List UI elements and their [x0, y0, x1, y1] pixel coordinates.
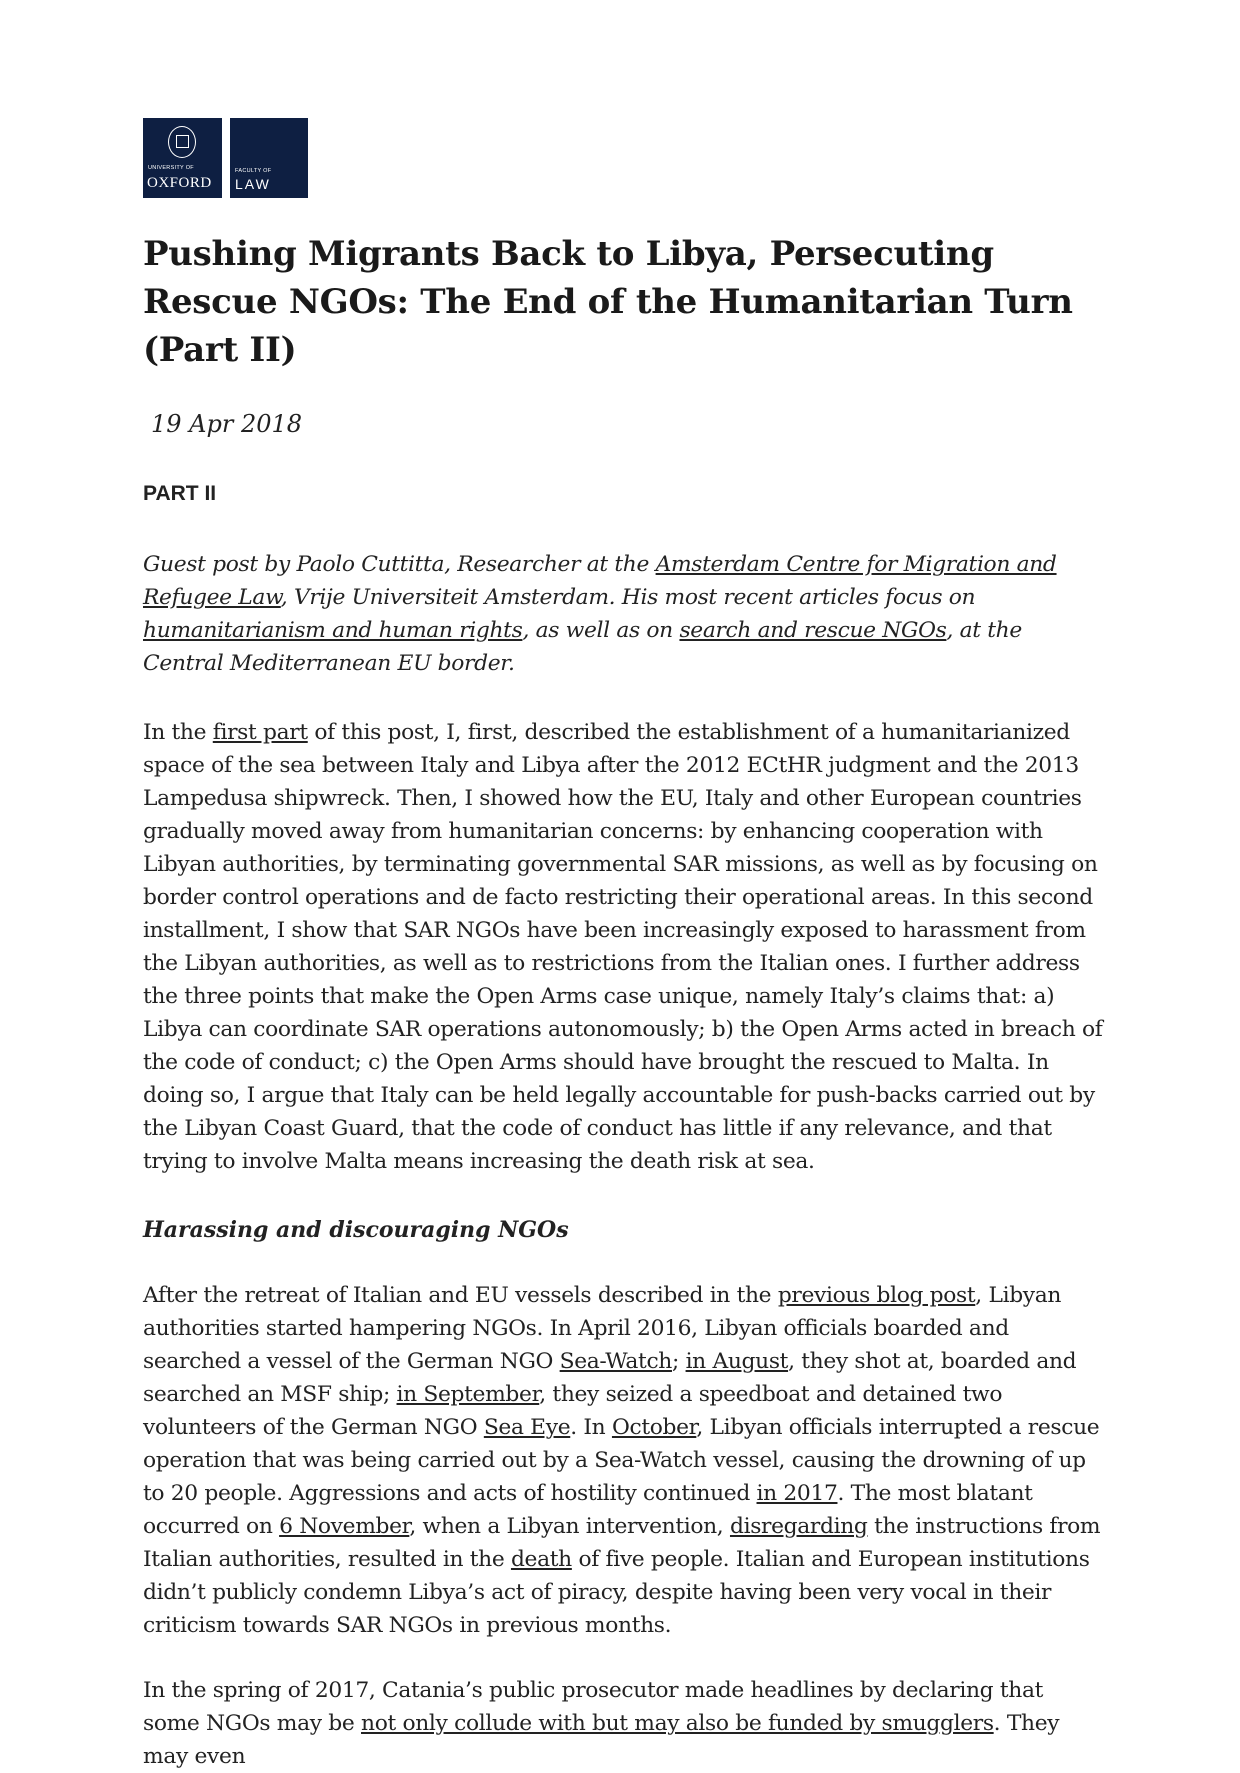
intro-text: Guest post by Paolo Cuttitta, Researcher at the	[143, 552, 656, 577]
intro-text: , as well as on	[522, 618, 680, 643]
oxford-law-logo[interactable]	[143, 118, 1105, 198]
paragraph-text: In the spring of 2017, Catania’s public prosecutor made headlines by declaring that some NGOs may be	[143, 1678, 1044, 1736]
author-intro	[143, 548, 1105, 680]
in-september-link[interactable]: in September	[396, 1382, 540, 1407]
paragraph-text: the instructions from Italian authorities, resulted in the	[143, 1514, 1101, 1572]
law-faculty-logo	[230, 118, 308, 198]
paragraph-text: . In	[570, 1415, 612, 1440]
disregarding-link[interactable]: disregarding	[729, 1514, 868, 1539]
humanitarianism-link[interactable]: humanitarianism and human rights	[143, 618, 523, 643]
6-november-link[interactable]: 6 November	[279, 1514, 410, 1539]
first-part-link[interactable]: first part	[212, 720, 308, 745]
paragraph-text: of five people. Italian and European institutions didn’t publicly condemn Libya’s act of piracy, despite having been very vocal in their criticism towards SAR NGOs in previous months.	[143, 1547, 1090, 1638]
paragraph-text: ;	[671, 1349, 686, 1374]
paragraph-2	[143, 1279, 1105, 1642]
october-link[interactable]: October	[611, 1415, 697, 1440]
death-link[interactable]: death	[510, 1547, 572, 1572]
paragraph-text: , they shot at, boarded and searched an MSF ship;	[143, 1349, 1077, 1407]
intro-text: , Vrije Universiteit Amsterdam. His most recent articles focus on	[280, 585, 976, 610]
paragraph-3	[143, 1674, 1105, 1773]
paragraph-text: , Libyan authorities started hampering NGOs. In April 2016, Libyan officials boarded and searched a vessel of the German NGO	[143, 1283, 1062, 1374]
part-label: PART II	[143, 482, 217, 505]
sea-watch-link[interactable]: Sea-Watch	[559, 1349, 672, 1374]
paragraph-text: In the	[143, 720, 213, 745]
article-title: Pushing Migrants Back to Libya, Persecuting Rescue NGOs: The End of the Humanitarian Turn (Part II)	[143, 234, 1073, 370]
oxford-crest-icon	[168, 126, 196, 158]
previous-blog-post-link[interactable]: previous blog post	[777, 1283, 976, 1308]
paragraph-1	[143, 716, 1105, 1178]
section-heading: Harassing and discouraging NGOs	[143, 1217, 569, 1243]
paragraph-text: , they seized a speedboat and detained two volunteers of the German NGO	[143, 1382, 1003, 1440]
amsterdam-centre-link[interactable]: Amsterdam Centre for Migration and Refugee Law	[143, 552, 1057, 610]
in-2017-link[interactable]: in 2017	[756, 1481, 838, 1506]
intro-text: , at the Central Mediterranean EU border.	[143, 618, 1022, 676]
paragraph-text: , Libyan officials interrupted a rescue operation that was being carried out by a Sea-Watch vessel, causing the drowning of up to 20 people. Aggressions and acts of hostility continued	[143, 1415, 1100, 1506]
article-date: 19 Apr 2018	[151, 410, 303, 438]
oxford-logo	[143, 118, 222, 198]
funded-by-smugglers-link[interactable]: not only collude with but may also be funded by smugglers	[361, 1711, 994, 1736]
paragraph-text: of this post, I, first, described the establishment of a humanitarianized space of the sea between Italy and Libya after the 2012 ECtHR judgment and the 2013 Lampedusa shipwreck. Then, I showed how the EU, Italy and other European countries gradually moved away from humanitarian concerns: by enhancing cooperation with Libyan authorities, by terminating governmental SAR missions, as well as by focusing on border control operations and de facto restricting their operational areas. In this second installment, I show that SAR NGOs have been increasingly exposed to harassment from the Libyan authorities, as well as to restrictions from the Italian ones. I further address the three points that make the Open Arms case unique, namely Italy’s claims that: a) Libya can coordinate SAR operations autonomously; b) the Open Arms acted in breach of the code of conduct; c) the Open Arms should have brought the rescued to Malta. In doing so, I argue that Italy can be held legally accountable for push-backs carried out by the Libyan Coast Guard, that the code of conduct has little if any relevance, and that trying to involve Malta means increasing the death risk at sea.	[143, 720, 1103, 1174]
oxford-logo-name: OXFORD	[147, 175, 212, 191]
in-august-link[interactable]: in August	[685, 1349, 789, 1374]
paragraph-text: . They may even	[143, 1711, 1060, 1769]
sar-ngos-link[interactable]: search and rescue NGOs	[679, 618, 947, 643]
paragraph-text: After the retreat of Italian and EU vessels described in the	[143, 1283, 778, 1308]
oxford-logo-small-text: UNIVERSITY OF	[148, 165, 194, 171]
paragraph-text: , when a Libyan intervention,	[409, 1514, 730, 1539]
paragraph-text: . The most blatant occurred on	[143, 1481, 1033, 1539]
law-logo-small-text: FACULTY OF	[235, 168, 272, 174]
law-logo-name: LAW	[235, 176, 271, 192]
sea-eye-link[interactable]: Sea Eye	[483, 1415, 571, 1440]
document-page	[143, 118, 1105, 1773]
